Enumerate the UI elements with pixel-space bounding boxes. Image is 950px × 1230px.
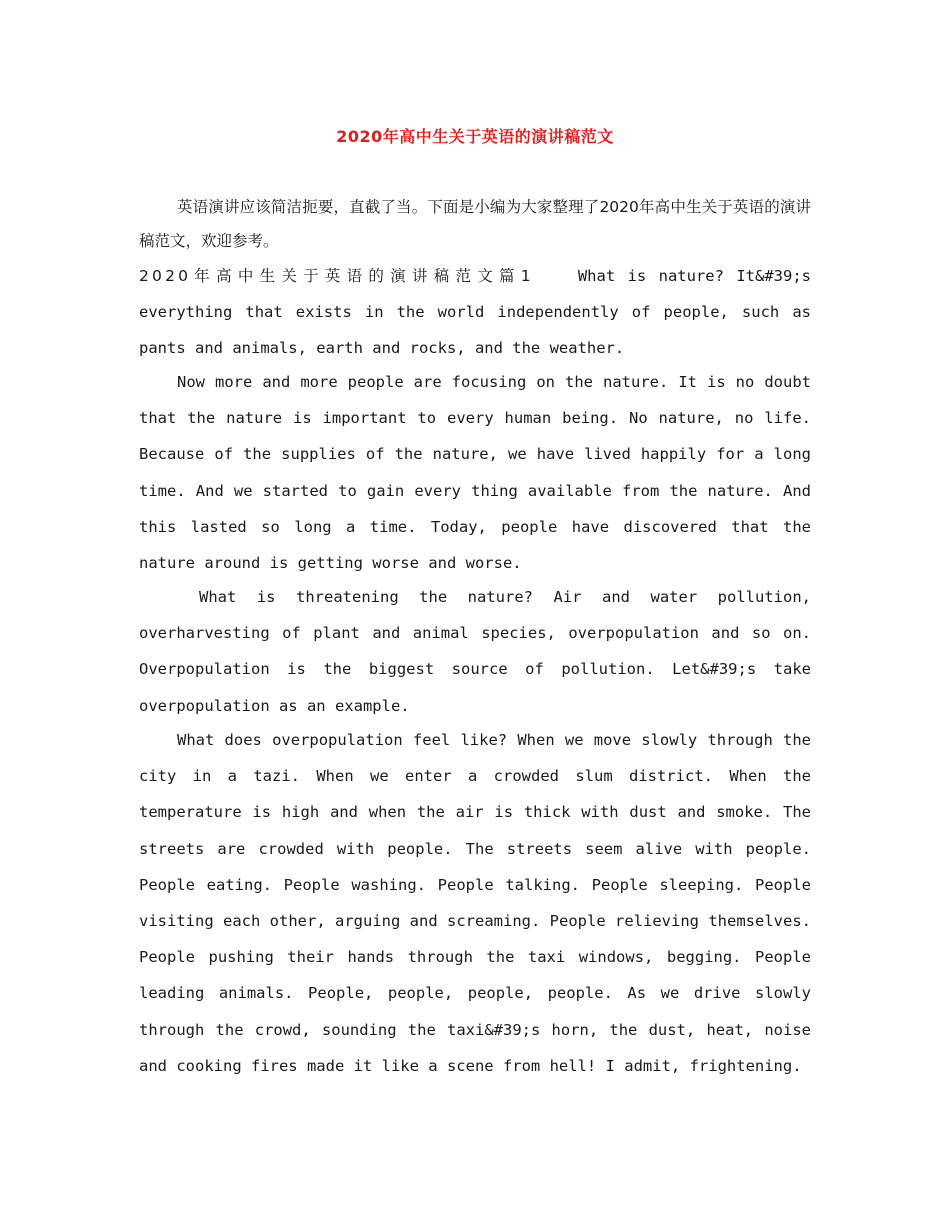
paragraph-3: What is threatening the nature? Air and water pollution, overharvesting of plant and animal species, overpopulation and so on. Overpopulation is the biggest source of pollution. Let&#39;s take overpopulation as an example. [139, 588, 811, 715]
section-heading: 2020年高中生关于英语的演讲稿范文篇1 [139, 267, 534, 285]
intro-paragraph: 英语演讲应该简洁扼要，直截了当。下面是小编为大家整理了2020年高中生关于英语的演讲稿范文，欢迎参考。 [139, 198, 811, 250]
document-title: 2020年高中生关于英语的演讲稿范文 [336, 127, 614, 146]
paragraph-1-text: What is nature? It&#39;s everything that exists in the world independently of people, such as pants and animals, earth and rocks, and the weather. [139, 267, 811, 358]
paragraph-4: What does overpopulation feel like? When we move slowly through the city in a tazi. When we enter a crowded slum district. When the temperature is high and when the air is thick with dust and smoke. The streets are crowded with people. The streets seem alive with people. People eating. People washing. People talking. People sleeping. People visiting each other, arguing and screaming. People relieving themselves. People pushing their hands through the taxi windows, begging. People leading animals. People, people, people, people. As we drive slowly through the crowd, sounding the taxi&#39;s horn, the dust, heat, noise and cooking fires made it like a scene from hell! I admit, frightening. [139, 731, 811, 1075]
paragraph-2: Now more and more people are focusing on the nature. It is no doubt that the nature is important to every human being. No nature, no life. Because of the supplies of the nature, we have lived happily for a long time. And we started to gain every thing available from the nature. And this lasted so long a time. Today, people have discovered that the nature around is getting worse and worse. [139, 373, 811, 573]
paragraph-1 [139, 258, 811, 367]
